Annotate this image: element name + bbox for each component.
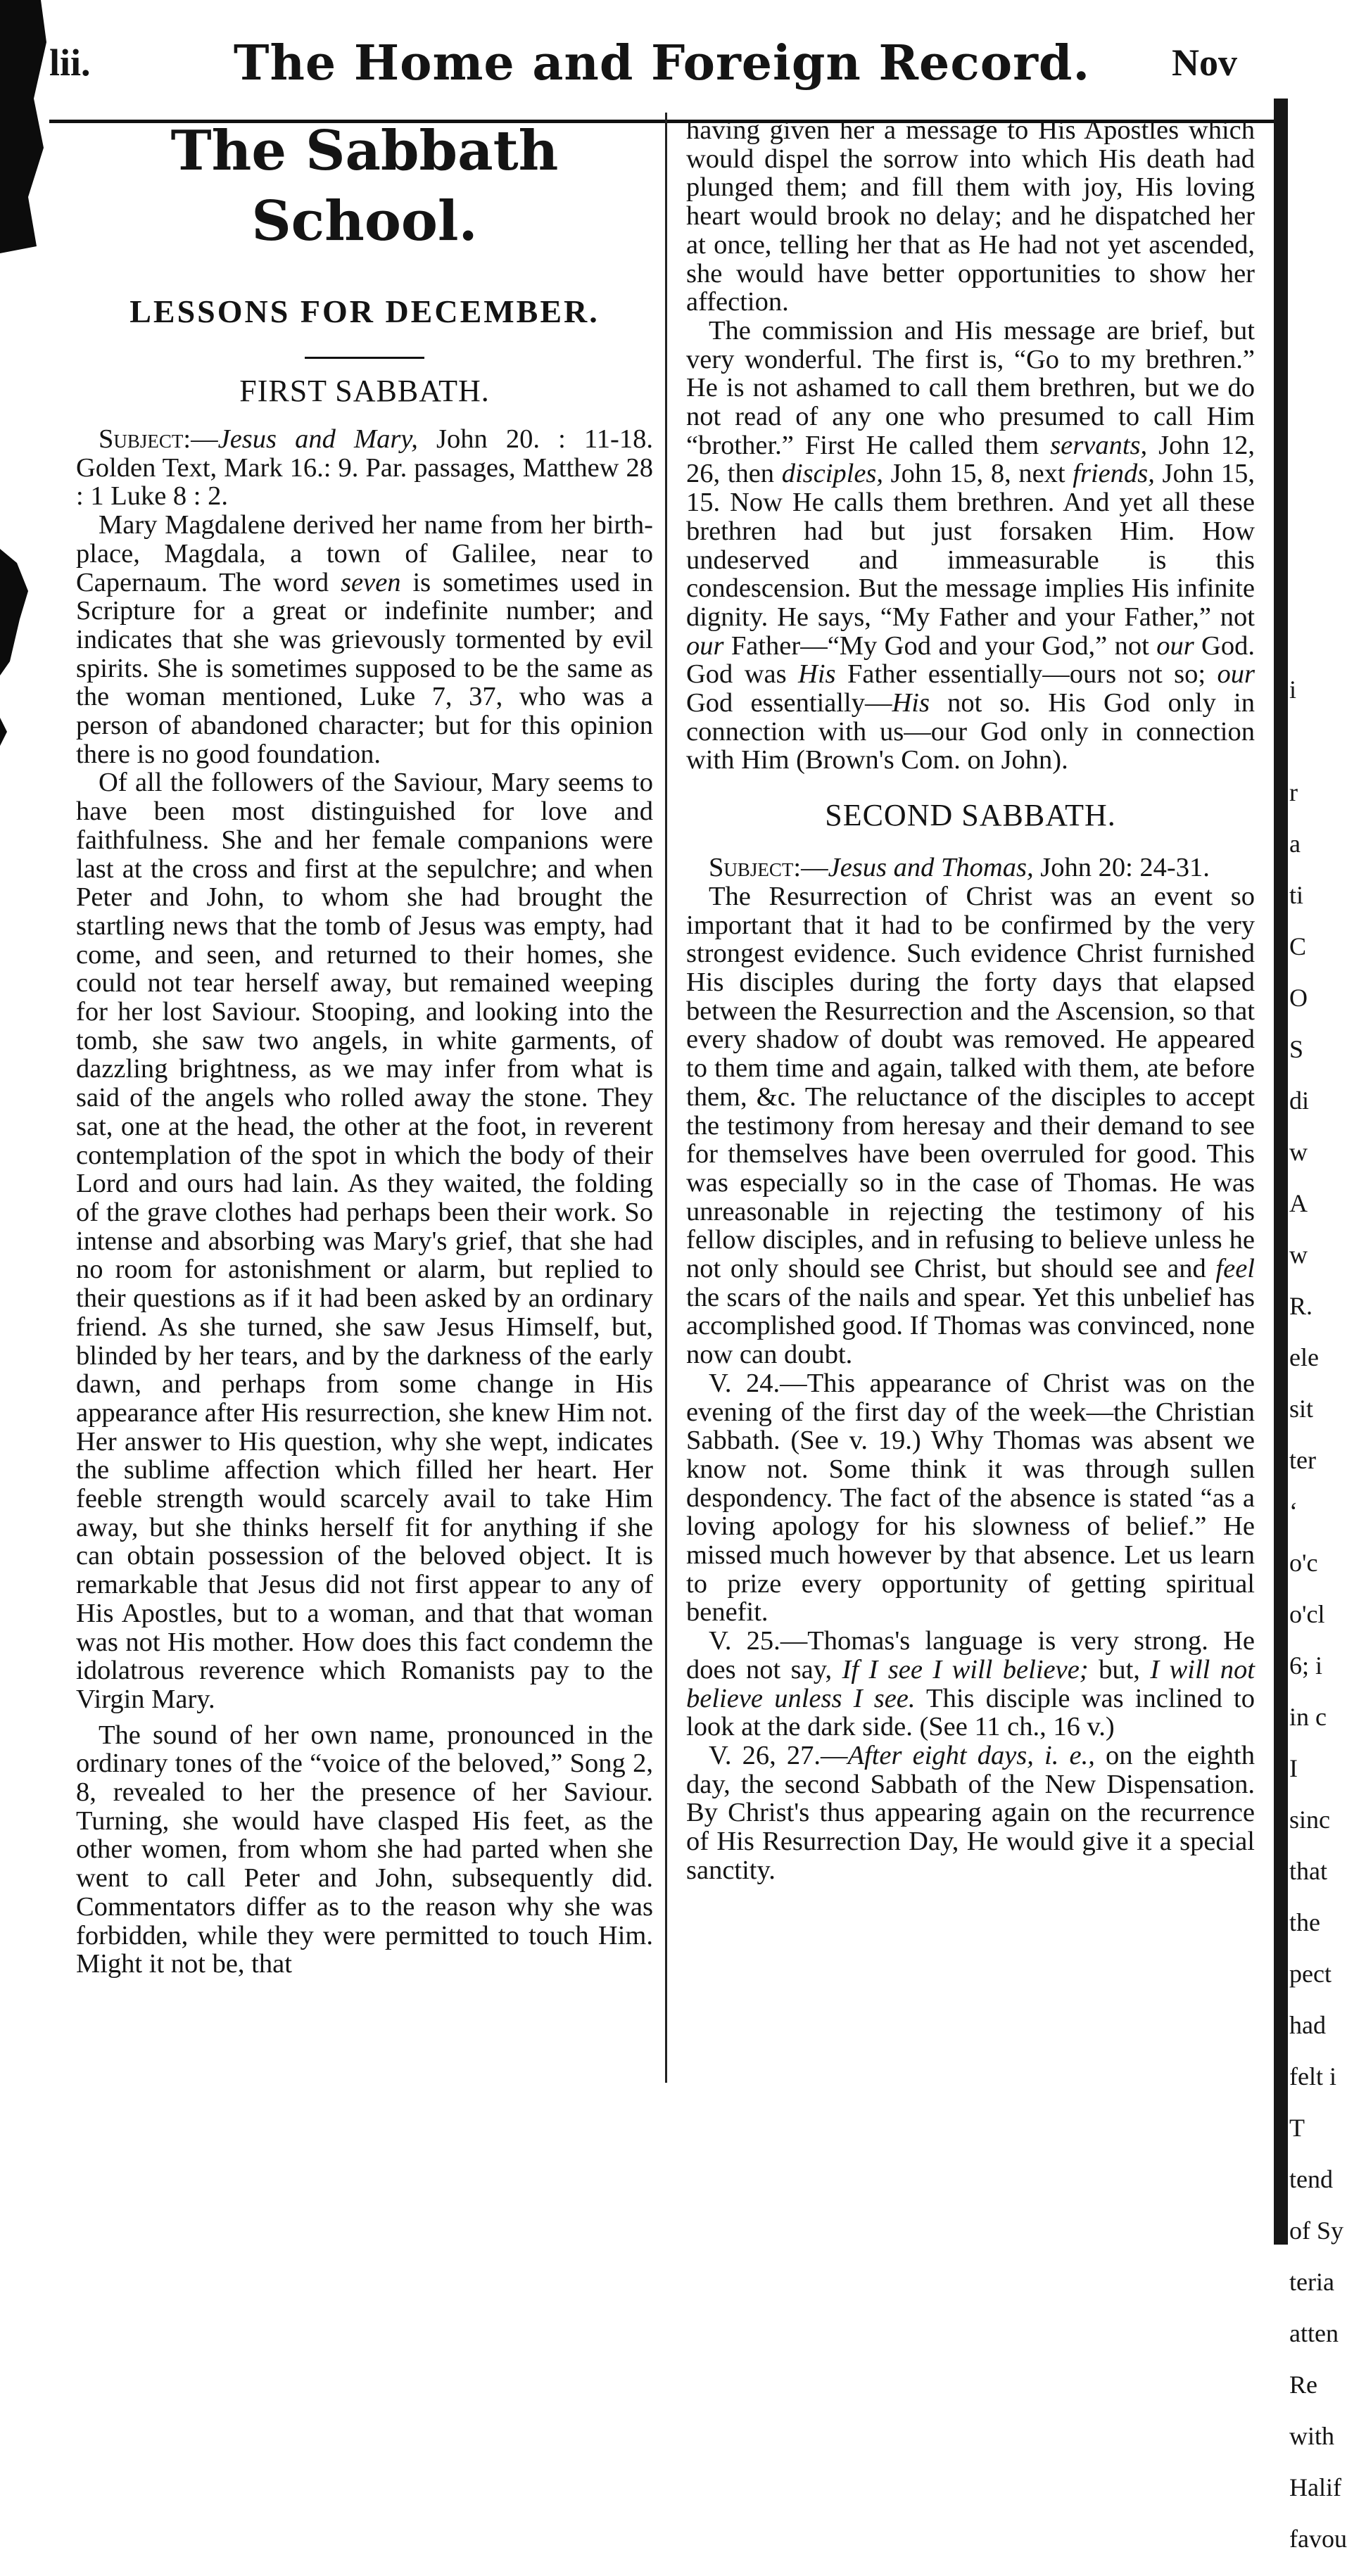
adjacent-page-fragment: with <box>1289 2422 1335 2450</box>
subject-label: Subject:— <box>99 424 218 454</box>
adjacent-page-fragment: di <box>1289 1086 1310 1115</box>
adjacent-page-fragment: O <box>1289 984 1308 1012</box>
adjacent-page-fragment: the <box>1289 1908 1320 1936</box>
adjacent-page-fragment: i <box>1289 675 1297 704</box>
column-rule <box>665 113 667 2083</box>
paragraph: The commission and His message are brief, but very wonderful. The first is, “Go to my brethren.” He is not ashamed to call them brethren, but we do not read of any one who presumed to call Him “brother.” First He called them servants, John 12, 26, then disciples, John 15, 8, next friends, John 15, 15. Now He calls them brethren. And yet all these brethren had but just forsaken Him. How undeserved and immeasurable is this condescension. But the message implies His infinite dignity. He says, “My Father and your Father,” not our Father—“My God and your God,” not our God. God was His Father essentially—ours not so; our God essentially—His not so. His God only in connection with us—our God only in connection with Him (Brown's Com. on John). <box>686 315 1256 775</box>
right-column <box>686 116 1255 1884</box>
adjacent-page-fragment: R. <box>1289 1292 1313 1320</box>
adjacent-page-fragment: r <box>1289 778 1298 806</box>
month-label: Nov <box>1172 42 1237 84</box>
subject-references: John 20: 24-31. <box>1033 853 1210 883</box>
adjacent-page-fragment: pect <box>1289 1960 1332 1988</box>
adjacent-page-fragment: a <box>1289 830 1301 858</box>
paragraph: V. 25.—Thomas's language is very strong. He does not say, If I see I will believe; but, I will not believe unless I see. This disciple was inclined to look at the dark side. (See 11 ch., 16 v.) <box>686 1626 1255 1742</box>
adjacent-page-fragment: I <box>1289 1754 1298 1782</box>
adjacent-page-fragment: ‘ <box>1289 1497 1298 1525</box>
adjacent-page-fragment: tend <box>1289 2165 1333 2193</box>
publication-title: The Home and Foreign Record. <box>233 35 1091 91</box>
left-column <box>76 116 653 1979</box>
adjacent-page-fragment: ti <box>1289 881 1304 909</box>
first-sabbath-heading: FIRST SABBATH. <box>239 374 490 408</box>
subject-references: John 20. : 11-18. Golden Text, Mark 16.: 9. Par. passages, Matthew 28 : 1 Luke 8 : 2. <box>76 424 653 512</box>
adjacent-page-fragment: in c <box>1289 1703 1327 1731</box>
second-subject-line <box>686 854 1255 882</box>
adjacent-page-fragment: S <box>1289 1035 1304 1063</box>
page-gutter-shadow <box>1274 99 1288 2245</box>
adjacent-page-fragment: that <box>1289 1857 1327 1885</box>
subject-title: Jesus and Thomas, <box>828 853 1034 883</box>
paragraph: The sound of her own name, pronounced in the ordinary tones of the “voice of the beloved,” Song 2, 8, revealed to her the presence of her Saviour. Turning, she would have clasped His feet, as the other women, from whom she had parted when she went to call Peter and John, subsequently did. Commentators differ as to the reason why she was forbidden, while they were permitted to touch Him. Might it not be, that <box>76 1720 653 1979</box>
adjacent-page-fragment: Re <box>1289 2371 1317 2399</box>
adjacent-page-fragment: of Sy <box>1289 2216 1344 2245</box>
page-number: lii. <box>49 42 91 84</box>
adjacent-page-fragment: felt i <box>1289 2062 1336 2090</box>
paragraph: The Resurrection of Christ was an event so important that it had to be confirmed by the very strongest evidence. Such evidence Christ furnished His disciples during the forty days that elapsed between the Resurrection and the Ascension, so that every shadow of doubt was removed. He appeared to them time and again, talked with them, ate before them, &c. The reluctance of the disciples to accept the testimony from heresay and their demand to see for themselves have been overruled for good. This was especially so in the case of Thomas. He was unreasonable in rejecting the testimony of his fellow disciples, and in refusing to believe unless he not only should see Christ, but should see and feel the scars of the nails and spear. Yet this unbelief has accomplished good. If Thomas was convinced, none now can doubt. <box>686 881 1255 1370</box>
adjacent-page-fragment: T <box>1289 2114 1305 2142</box>
adjacent-page-fragment: teria <box>1289 2268 1334 2296</box>
paragraph: Mary Magdalene derived her name from her birth-place, Magdala, a town of Galilee, near to Capernaum. The word seven is sometimes used in Scripture for a great or indefinite number; and indicates that she was grievously tormented by evil spirits. She is sometimes supposed to be the same as the woman mentioned, Luke 7, 37, who was a person of abandoned character; but for this opinion there is no good foundation. <box>76 510 654 769</box>
title-rule <box>305 357 424 359</box>
adjacent-page-fragment: ele <box>1289 1343 1319 1371</box>
paragraph: Of all the followers of the Saviour, Mary seems to have been most distinguished for love and faithfulness. She and her female companions were last at the cross and first at the sepulchre; and when Peter and John, to whom she had brought the startling news that the tomb of Jesus was empty, had come, and seen, and returned to their homes, she could not tear herself away, but remained weeping for her lost Saviour. Stooping, and looking into the tomb, she saw two angels, in white garments, of dazzling brightness, as we may infer from what is said of the angels who rolled away the stone. They sat, one at the head, the other at the foot, in reverent contemplation of the spot in which the body of their Lord and ours had lain. As they waited, the folding of the grave clothes had perhaps been their work. So intense and absorbing was Mary's grief, that she had no room for astonishment or alarm, but replied to their questions as if it had been asked by an ordinary friend. As she turned, she saw Jesus Himself, but, blinded by her tears, and by the darkness of the early dawn, and perhaps from some change in His appearance after His resurrection, she knew Him not. Her answer to His question, why she wept, indicates the sublime affection which filled her heart. Her feeble strength would scarcely avail to take Him away, but she thinks herself fit for anything if she can obtain possession of the beloved object. It is remarkable that Jesus did not first appear to any of His Apostles, but to a woman, and that that woman was not His mother. How does this fact condemn the idolatrous reverence which Romanists pay to the Virgin Mary. <box>76 768 653 1714</box>
adjacent-page-fragment: ter <box>1289 1446 1316 1474</box>
adjacent-page-fragment: sit <box>1289 1395 1314 1423</box>
lessons-title: LESSONS FOR DECEMBER. <box>129 293 600 329</box>
adjacent-page-fragment: o'c <box>1289 1549 1318 1577</box>
adjacent-page-fragment: atten <box>1289 2319 1339 2347</box>
adjacent-page-fragment: w <box>1289 1241 1308 1269</box>
subject-title: Jesus and Mary, <box>217 424 418 454</box>
adjacent-page-fragment: 6; i <box>1289 1651 1323 1680</box>
paragraph: V. 24.—This appearance of Christ was on the evening of the first day of the week—the Christian Sabbath. (See v. 19.) Why Thomas was absent we know not. Some think it was through sullen despondency. The fact of the absence is stated “as a loving apology for his slowness of belief.” He missed much however by that absence. Let us learn to prize every opportunity of getting spiritual benefit. <box>686 1368 1255 1628</box>
adjacent-page-fragments <box>1289 675 1347 2576</box>
adjacent-page-fragment: Halif <box>1289 2473 1341 2501</box>
adjacent-page-fragment <box>1289 727 1324 778</box>
section-title: The Sabbath School. <box>170 119 559 253</box>
second-sabbath-heading: SECOND SABBATH. <box>825 798 1116 833</box>
adjacent-page-fragment: o'cl <box>1289 1600 1325 1628</box>
subject-label: Subject:— <box>709 853 828 883</box>
adjacent-page-fragment: w <box>1289 1138 1308 1166</box>
adjacent-page-fragment: sinc <box>1289 1806 1330 1834</box>
paragraph: V. 26, 27.—After eight days, i. e., on the eighth day, the second Sabbath of the New Dispensation. By Christ's thus appearing again on the recurrence of His Resurrection Day, He would give it a special sanctity. <box>686 1740 1255 1885</box>
adjacent-page-fragment: C <box>1289 932 1307 960</box>
adjacent-page-fragment: favou <box>1289 2525 1347 2553</box>
paragraph: having given her a message to His Apostles which would dispel the sorrow into which His death had plunged them; and fill them with joy, His loving heart would brook no delay; and he dispatched her at once, telling her that as He had not yet ascended, she would have better opportunities to show her affection. <box>686 115 1255 317</box>
first-subject-line <box>76 425 653 511</box>
adjacent-page-fragment: A <box>1289 1189 1308 1217</box>
adjacent-page-fragment: had <box>1289 2011 1326 2039</box>
